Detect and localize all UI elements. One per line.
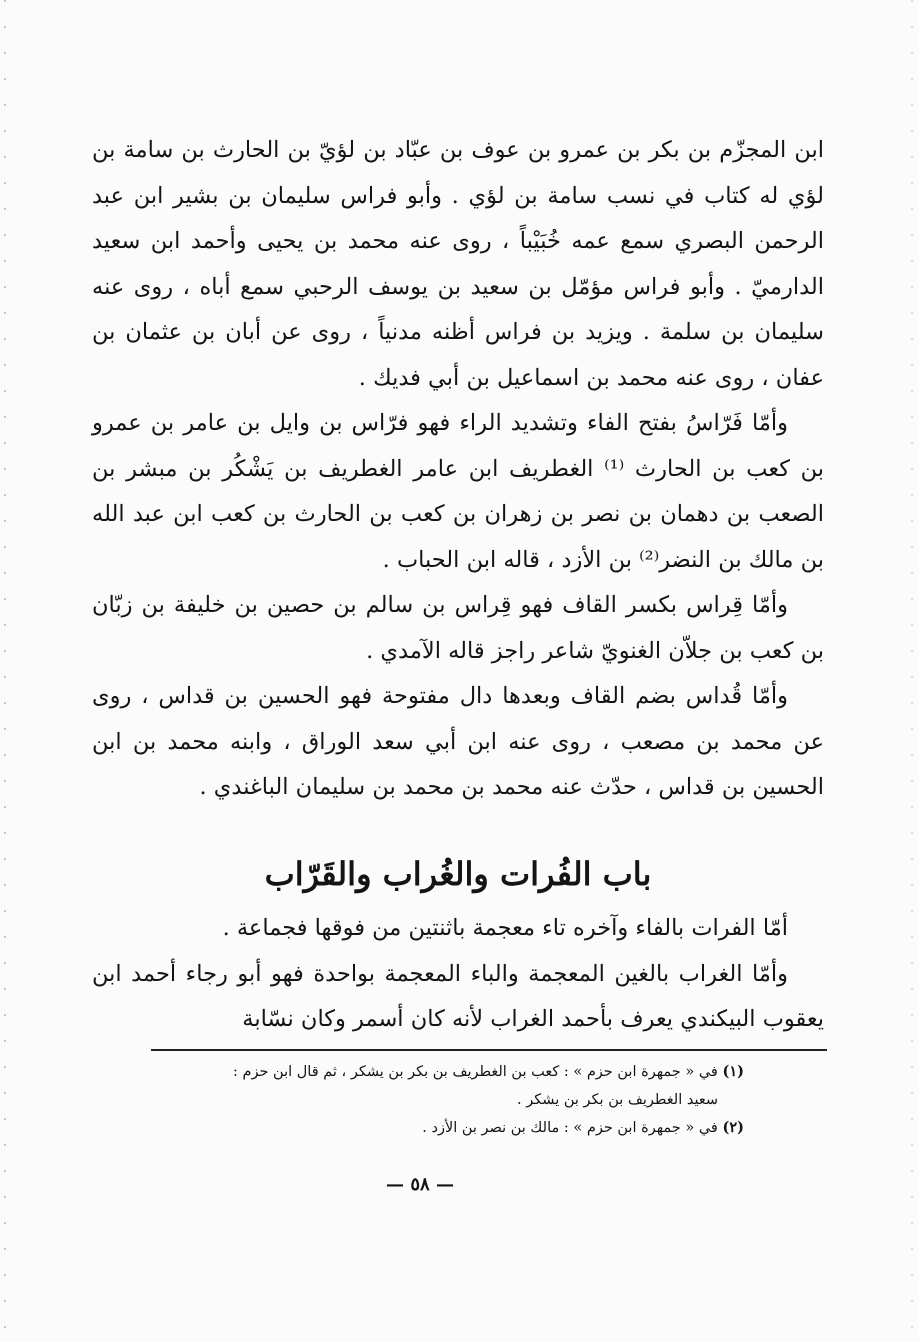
footnote-divider: [151, 1049, 827, 1051]
footnote-2: [100, 1114, 744, 1142]
main-text: [92, 128, 824, 811]
footnote-1-text: في « جمهرة ابن حزم » : كعب بن الغطريف بن بكر بن يشكر ، ثم قال ابن حزم :: [233, 1064, 718, 1080]
paragraph-firas: وأمّا فَرّاسُ بفتح الفاء وتشديد الراء فهو فرّاس بن وايل بن عامر بن عمرو بن كعب بن الحارث ⁽¹⁾ الغطريف ابن عامر الغطريف بن يَشْكُر بن مبشر بن الصعب بن دهمان بن نصر بن زهران بن كعب بن الحارث بن كعب ابن عبد الله بن مالك بن النضر⁽²⁾ بن الأزد ، قاله ابن الحباب .: [92, 410, 825, 573]
footnote-1-marker: (١): [722, 1063, 744, 1080]
section-text: [92, 906, 824, 1043]
left-scan-margin: [4, 0, 6, 1342]
footnote-2-marker: (٢): [722, 1119, 744, 1136]
footnote-1: [100, 1058, 744, 1086]
paragraph-ghurab: وأمّا الغراب بالغين المعجمة والباء المعجمة بواحدة فهو أبو رجاء أحمد ابن يعقوب البيكندي يعرف بأحمد الغراب لأنه كان أسمر وكان نسّابة: [92, 960, 824, 1032]
paragraph-1: ابن المجزّم بن بكر بن عمرو بن عوف بن عبّاد بن لؤيّ بن الحارث بن سامة بن لؤي له كتاب في نسب سامة بن لؤي . وأبو فراس سليمان بن بشير ابن عبد الرحمن البصري سمع عمه خُبَيْباً ، روى عنه محمد بن يحيى وأحمد ابن سعيد الدارميّ . وأبو فراس مؤمّل بن سعيد بن يوسف الرحبي سمع أباه ، روى عنه سليمان بن سلمة . ويزيد بن فراس أظنه مدنياً ، روى عن أبان بن عثمان بن عفان ، روى عنه محمد بن اسماعيل بن أبي فديك .: [92, 137, 824, 391]
footnote-2-text: في « جمهرة ابن حزم » : مالك بن نصر بن الأزد .: [422, 1120, 718, 1136]
paragraph-qudas: وأمّا قُداس بضم القاف وبعدها دال مفتوحة فهو الحسين بن قداس ، روى عن محمد بن مصعب ، روى عنه ابن أبي سعد الوراق ، وابنه محمد بن ابن الحسين بن قداس ، حدّث عنه محمد بن محمد بن سليمان الباغندي .: [92, 683, 824, 800]
footnotes: [100, 1058, 744, 1142]
page-number: — ٥٨ —: [386, 1174, 454, 1195]
paragraph-qiras: وأمّا قِراس بكسر القاف فهو قِراس بن سالم بن حصين بن خليفة بن زبّان بن كعب بن جلاّن الغنويّ شاعر راجز قاله الآمدي .: [92, 592, 824, 664]
paragraph-furat: أمّا الفرات بالفاء وآخره تاء معجمة باثنتين من فوقها فجماعة .: [222, 915, 788, 941]
section-heading: باب الفُرات والغُراب والقَرّاب: [264, 855, 652, 893]
right-scan-margin: [911, 0, 913, 1342]
footnote-1-continuation: سعيد الغطريف بن بكر بن يشكر .: [517, 1092, 718, 1108]
